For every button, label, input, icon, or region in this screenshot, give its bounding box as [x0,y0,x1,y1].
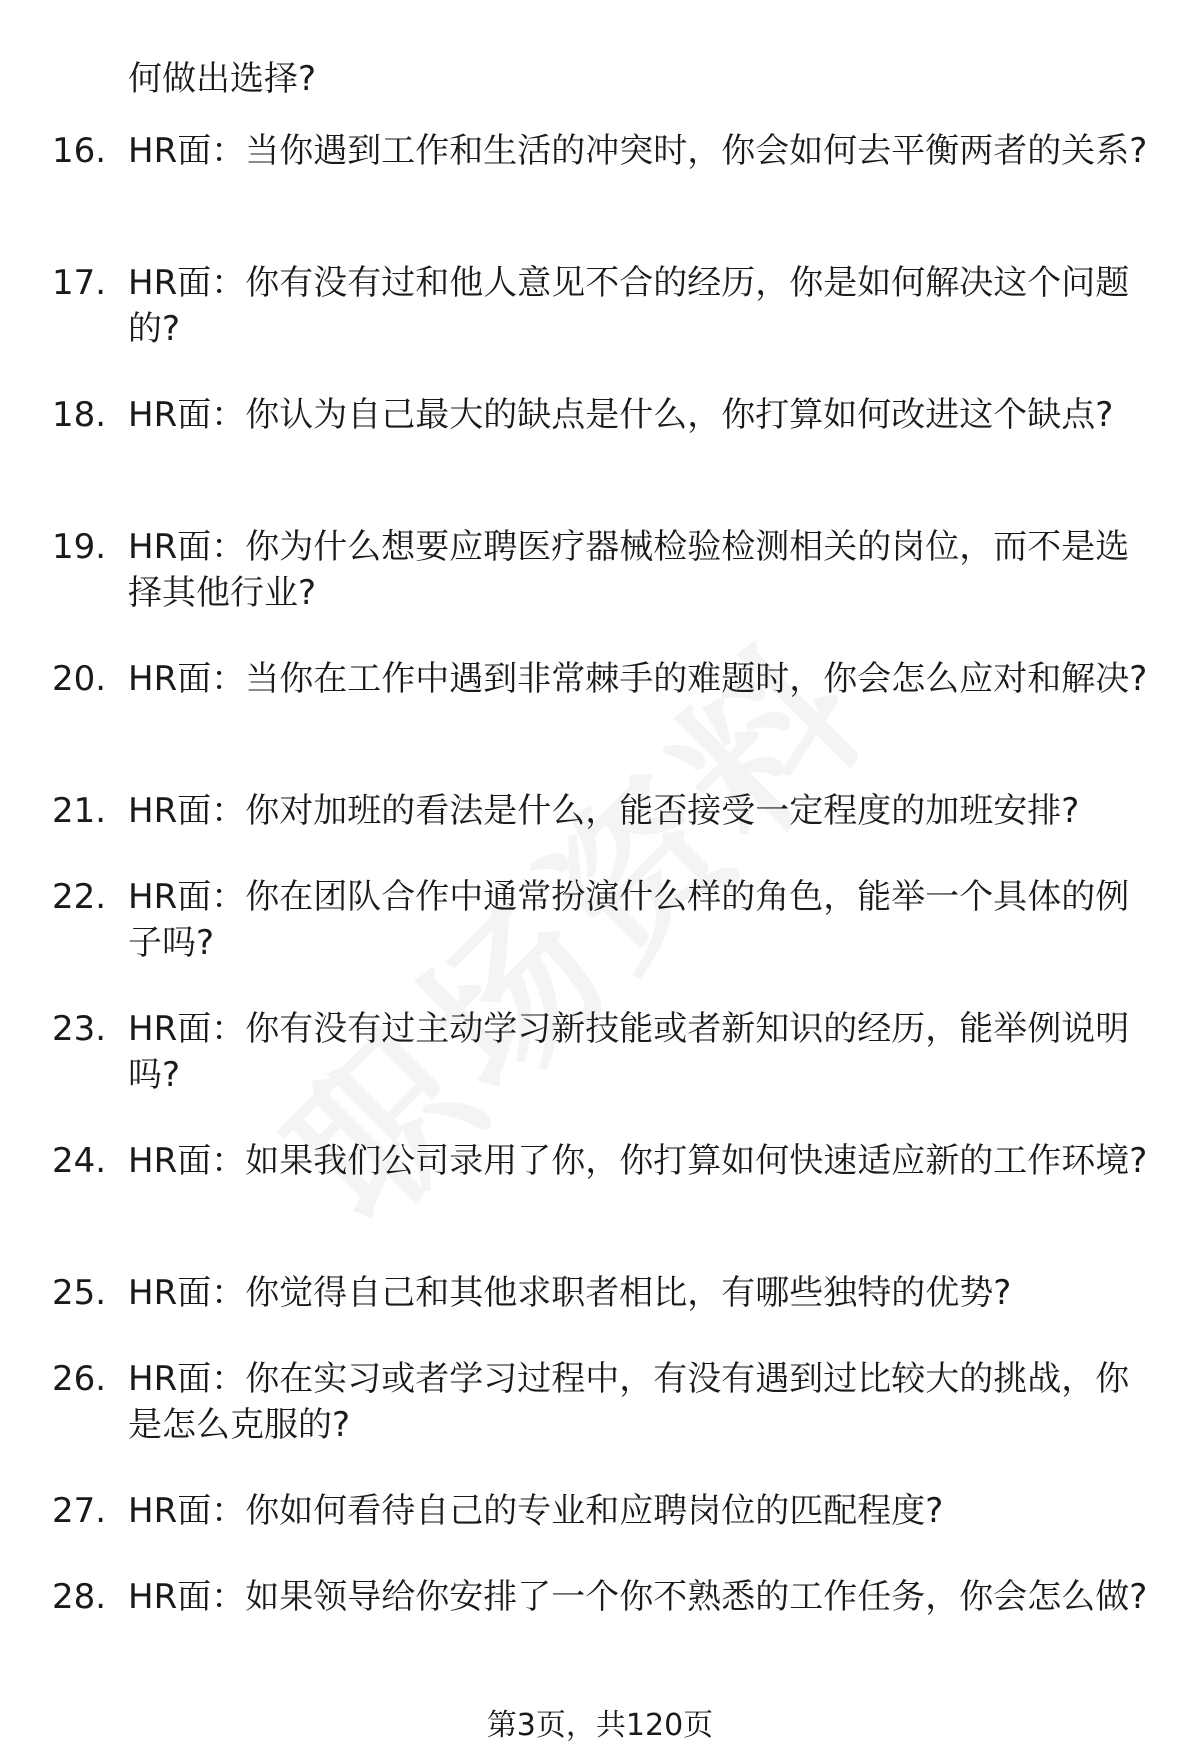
question-text: HR面：你对加班的看法是什么，能否接受一定程度的加班安排? [128,791,1080,831]
question-text: HR面：你如何看待自己的专业和应聘岗位的匹配程度? [128,1491,944,1531]
question-number: 25. [52,1273,107,1313]
question-number: 23. [52,1009,107,1049]
question-number: 26. [52,1359,107,1399]
question-text: HR面：当你遇到工作和生活的冲突时，你会如何去平衡两者的关系? [128,131,1148,171]
question-number: 18. [52,395,107,435]
question-number: 24. [52,1141,107,1181]
question-text: HR面：如果我们公司录用了你，你打算如何快速适应新的工作环境? [128,1141,1148,1181]
question-text: HR面：当你在工作中遇到非常棘手的难题时，你会怎么应对和解决? [128,659,1148,699]
continuation-text: 何做出选择? [128,59,317,99]
page-footer: 第3页，共120页 [486,1708,714,1743]
question-number: 20. [52,659,107,699]
question-number: 27. [52,1491,107,1531]
question-number: 28. [52,1577,107,1617]
question-text: HR面：你认为自己最大的缺点是什么，你打算如何改进这个缺点? [128,395,1114,435]
question-text: HR面：你在团队合作中通常扮演什么样的角色，能举一个具体的例子吗? [128,877,1130,963]
question-text: HR面：你有没有过和他人意见不合的经历，你是如何解决这个问题的? [128,263,1130,349]
question-number: 22. [52,877,107,917]
question-number: 21. [52,791,107,831]
question-number: 19. [52,527,107,567]
question-text: HR面：如果领导给你安排了一个你不熟悉的工作任务，你会怎么做? [128,1577,1148,1617]
question-number: 16. [52,131,107,171]
question-text: HR面：你觉得自己和其他求职者相比，有哪些独特的优势? [128,1273,1012,1313]
question-text: HR面：你为什么想要应聘医疗器械检验检测相关的岗位，而不是选择其他行业? [128,527,1130,613]
question-text: HR面：你有没有过主动学习新技能或者新知识的经历，能举例说明吗? [128,1009,1130,1095]
question-text: HR面：你在实习或者学习过程中，有没有遇到过比较大的挑战，你是怎么克服的? [128,1359,1130,1445]
question-number: 17. [52,263,107,303]
